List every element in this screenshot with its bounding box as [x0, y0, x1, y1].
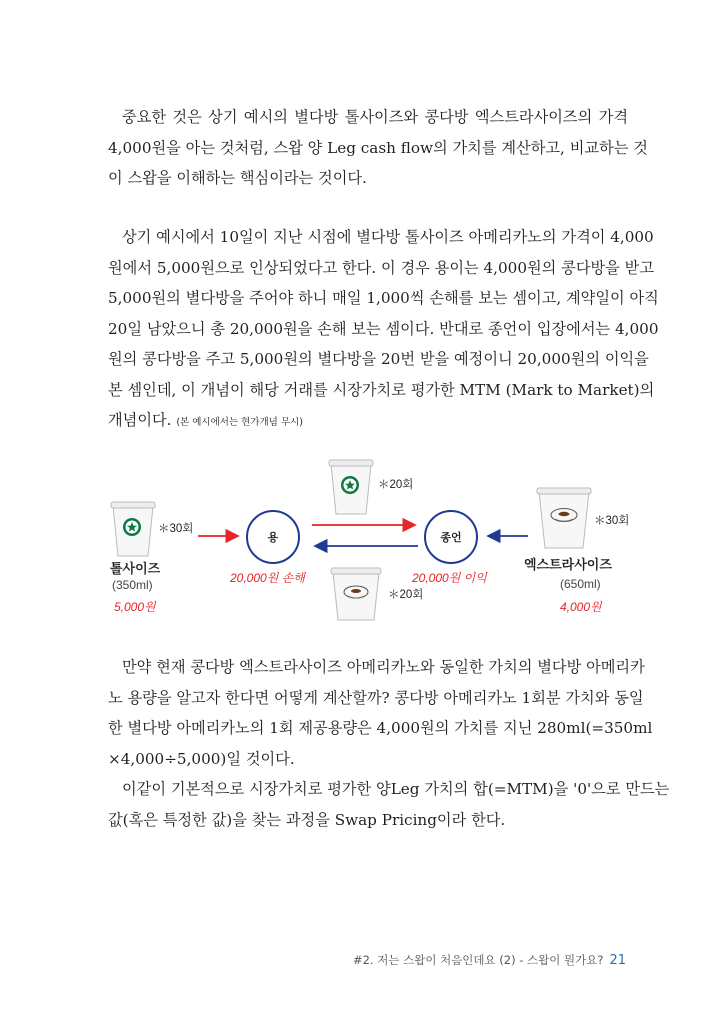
bean-cup-icon — [330, 566, 382, 622]
text-line: 본 셈인데, 이 개념이 해당 거래를 시장가치로 평가한 MTM (Mark to Market)의 — [108, 380, 655, 399]
right-cup-size: (650ml) — [560, 577, 601, 591]
right-cup-name: 엑스트라사이즈 — [524, 557, 612, 572]
text-line: 원에서 5,000원으로 인상되었다고 한다. 이 경우 용이는 4,000원의 콩다방을 받고 — [108, 258, 655, 277]
top-count-label: ＊20회 — [378, 479, 414, 491]
right-cup-price: 4,000원 — [560, 600, 602, 614]
star-cup-icon — [328, 458, 374, 516]
text-line: 이같이 기본적으로 시장가치로 평가한 양Leg 가치의 합(=MTM)을 '0'으로 만드는 — [122, 780, 670, 798]
text-line: 원의 콩다방을 주고 5,000원의 별다방을 20번 받을 예정이니 20,000원의 이익을 — [108, 350, 649, 368]
text-line: 한 별다방 아메리카노의 1회 제공용량은 4,000원의 가치를 지닌 280ml(=350ml — [108, 719, 653, 737]
node-yong-label: 용 — [267, 531, 279, 544]
bottom-count-label: ＊20회 — [388, 589, 424, 601]
left-cup-price: 5,000원 — [114, 600, 156, 614]
footnote-note: (본 예시에서는 현가개념 무시) — [176, 417, 303, 428]
text-line: 노 용량을 알고자 한다면 어떻게 계산할까? 콩다방 아메리카노 1회분 가치와 동일 — [108, 688, 644, 707]
loss-label: 20,000원 손해 — [230, 571, 305, 585]
text-line: 만약 현재 콩다방 엑스트라사이즈 아메리카노와 동일한 가치의 별다방 아메리카 — [122, 658, 645, 676]
text-line: 20일 남았으니 총 20,000원을 손해 보는 셈이다. 반대로 종언이 입장에서는 4,000 — [108, 319, 659, 338]
gain-label: 20,000원 이익 — [412, 571, 487, 585]
left-cup-name: 톨사이즈 — [110, 561, 161, 576]
left-count-label: ＊30회 — [158, 523, 194, 535]
text-line: 중요한 것은 상기 예시의 별다방 톨사이즈와 콩다방 엑스트라사이즈의 가격 — [122, 108, 628, 126]
node-jongeon — [424, 510, 478, 564]
paragraph-4 — [108, 774, 670, 835]
text-line: 4,000원을 아는 것처럼, 스왑 양 Leg cash flow의 가치를 계산하고, 비교하는 것 — [108, 138, 648, 157]
left-cup-size: (350ml) — [112, 578, 153, 592]
text-line: 이 스왑을 이해하는 핵심이라는 것이다. — [108, 169, 367, 187]
text-line: ×4,000÷5,000)일 것이다. — [108, 749, 295, 768]
right-count-label: ＊30회 — [594, 515, 630, 527]
text-last: 개념이다. — [108, 411, 172, 429]
node-jongeon-label: 종언 — [440, 531, 462, 544]
star-cup-icon — [110, 500, 156, 558]
page-footer — [353, 952, 626, 968]
node-yong — [246, 510, 300, 564]
text-line: 상기 예시에서 10일이 지난 시점에 별다방 톨사이즈 아메리카노의 가격이 4,000 — [122, 228, 654, 246]
text-line: 5,000원의 별다방을 주어야 하니 매일 1,000씩 손해를 보는 셈이고, 계약일이 아직 — [108, 289, 659, 307]
bean-cup-icon — [536, 486, 592, 550]
page-number: 21 — [609, 953, 626, 968]
running-header: #2. 저는 스왑이 처음인데요 (2) - 스왑이 뭔가요? — [352, 953, 604, 967]
text-line: 값(혹은 특정한 값)을 찾는 과정을 Swap Pricing이라 한다. — [108, 810, 506, 829]
paragraph-3 — [108, 652, 653, 774]
